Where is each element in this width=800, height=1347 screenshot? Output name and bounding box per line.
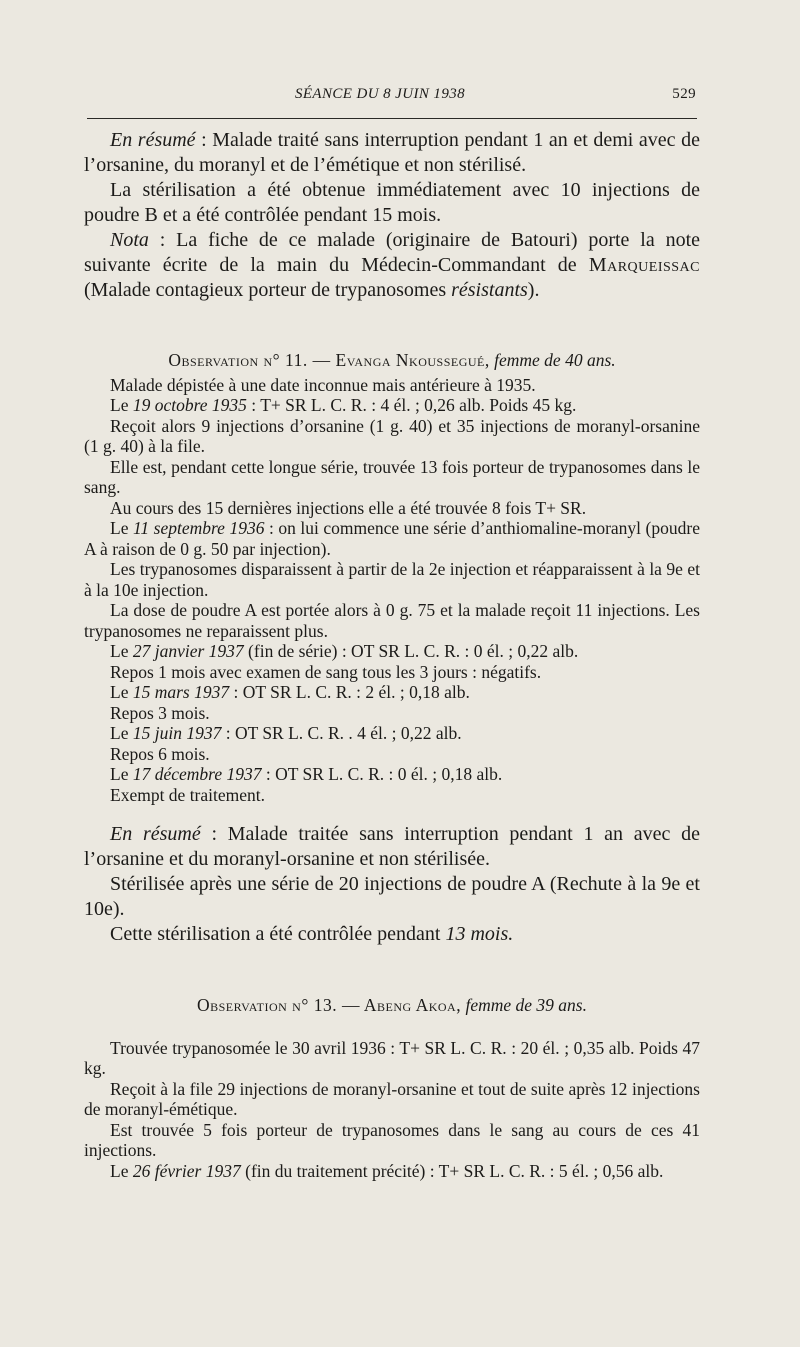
summary2-paragraph <box>84 822 700 872</box>
summary1-paragraph <box>84 128 700 178</box>
summary2-paragraph-2: Stérilisée après une série de 20 injections de poudre A (Rechute à la 9e et 10e). <box>84 873 700 920</box>
line-text-tail: (fin du traitement précité) : T+ SR L. C. R. : 5 él. ; 0,56 alb. <box>240 1160 664 1181</box>
text-line <box>84 682 700 703</box>
line-text-tail: : on lui commence une série d’anthiomaline-moranyl (poudre A à raison de 0 g. 50 par injection). <box>84 518 700 559</box>
text-line <box>84 518 700 559</box>
line-text: Le <box>110 395 133 415</box>
header-rule <box>87 118 697 119</box>
text-line <box>84 723 700 744</box>
summary1-lead: En résumé <box>110 129 196 151</box>
text-line <box>84 498 700 519</box>
text-line <box>84 1079 700 1120</box>
summary1-text: : Malade traité sans interruption pendant 1 an et demi avec de l’orsanine, du moranyl et de l’émétique et non stérilisé. <box>84 129 700 176</box>
nota-tail: (Malade contagieux porteur de trypanosomes <box>84 279 452 301</box>
observation-13-label: Observation n° 13. — <box>196 995 364 1015</box>
text-line <box>84 1120 700 1161</box>
text-line <box>84 703 700 724</box>
line-text: Les trypanosomes disparaissent à partir de la 2e injection et réapparaissent à la 9e et à la 10e injection. <box>84 559 700 600</box>
line-text: Le <box>110 1160 133 1181</box>
line-date: 15 juin 1937 <box>132 723 222 743</box>
observation-11-body <box>84 375 700 806</box>
line-text: La dose de poudre A est portée alors à 0 g. 75 et la malade reçoit 11 injections. Les trypanosomes ne reparaissent plus. <box>84 600 700 641</box>
observation-11-subject: femme de 40 ans. <box>489 350 616 370</box>
line-date: 27 janvier 1937 <box>132 641 244 661</box>
text-line <box>84 395 700 416</box>
line-text: Exempt de traitement. <box>110 784 266 805</box>
line-text: Le <box>110 682 133 702</box>
text-line <box>84 641 700 662</box>
line-text: Le <box>110 764 133 784</box>
line-text: Reçoit alors 9 injections d’orsanine (1 g. 40) et 35 injections de moranyl-orsanine (1 g. 40) à la file. <box>84 415 700 456</box>
line-text: Trouvée trypanosomée le 30 avril 1936 : T+ SR L. C. R. : 20 él. ; 0,35 alb. Poids 47 kg. <box>84 1037 700 1078</box>
line-text: Le <box>110 641 133 661</box>
line-text: Au cours des 15 dernières injections elle a été trouvée 8 fois T+ SR. <box>110 497 587 518</box>
text-line <box>84 1161 700 1182</box>
line-date: 17 décembre 1937 <box>132 764 262 784</box>
summary-observation-11 <box>84 822 700 947</box>
line-date: 11 septembre 1936 <box>132 518 265 538</box>
observation-11-name: Evanga Nkoussegué, <box>335 350 490 370</box>
line-text-tail: (fin de série) : OT SR L. C. R. : 0 él. ; 0,22 alb. <box>243 641 579 661</box>
line-text: Elle est, pendant cette longue série, trouvée 13 fois porteur de trypanosomes dans le sang. <box>84 456 700 497</box>
line-text-tail: : OT SR L. C. R. . 4 él. ; 0,22 alb. <box>221 723 462 743</box>
text-line <box>84 785 700 806</box>
line-text: Est trouvée 5 fois porteur de trypanosomes dans le sang au cours de ces 41 injections. <box>84 1119 700 1160</box>
line-text: Le <box>110 723 133 743</box>
observation-11-label: Observation n° 11. — <box>168 350 336 370</box>
summary2-text: : Malade traitée sans interruption pendant 1 an avec de l’orsanine et du moranyl-orsanine et non stérilisée. <box>84 823 700 870</box>
running-header <box>60 86 700 110</box>
line-text: Malade dépistée à une date inconnue mais antérieure à 1935. <box>110 374 536 395</box>
page-number: 529 <box>672 86 696 102</box>
line-text: Repos 3 mois. <box>110 702 210 723</box>
text-line <box>84 416 700 457</box>
text-line <box>84 457 700 498</box>
line-text: Le <box>110 518 133 538</box>
observation-13-name: Abeng Akoa, <box>363 995 462 1015</box>
nota-paragraph <box>84 228 700 303</box>
line-date: 19 octobre 1935 <box>132 395 247 415</box>
nota-italic: résistants <box>451 279 528 301</box>
summary2-lead: En résumé <box>110 823 201 845</box>
summary2-p3-text: Cette stérilisation a été contrôlée pendant <box>110 923 446 945</box>
nota-lead: Nota <box>110 229 149 251</box>
observation-13 <box>84 995 700 1181</box>
text-line <box>84 559 700 600</box>
line-text: Reçoit à la file 29 injections de moranyl-orsanine et tout de suite après 12 injections de moranyl-émétique. <box>84 1078 700 1119</box>
summary2-p3-italic: 13 mois. <box>445 923 514 945</box>
summary2-paragraph-3 <box>84 922 700 947</box>
line-text-tail: : OT SR L. C. R. : 0 él. ; 0,18 alb. <box>261 764 503 784</box>
summary1-paragraph-2: La stérilisation a été obtenue immédiatement avec 10 injections de poudre B et a été contrôlée pendant 15 mois. <box>84 179 700 226</box>
nota-name: Marqueissac <box>588 254 700 276</box>
nota-tail-end: ). <box>527 279 540 301</box>
text-line <box>84 600 700 641</box>
nota-text: : La fiche de ce malade (originaire de Batouri) porte la note suivante écrite de la main du Médecin-Commandant de <box>84 229 700 276</box>
text-line <box>84 1038 700 1079</box>
line-date: 15 mars 1937 <box>132 682 230 702</box>
observation-13-subject: femme de 39 ans. <box>461 995 587 1015</box>
header-title: SÉANCE DU 8 JUIN 1938 <box>294 86 466 102</box>
line-text-tail: : T+ SR L. C. R. : 4 él. ; 0,26 alb. Poids 45 kg. <box>246 395 577 415</box>
text-line <box>84 744 700 765</box>
observation-11-heading <box>84 350 700 371</box>
text-line <box>84 375 700 396</box>
line-text-tail: : OT SR L. C. R. : 2 él. ; 0,18 alb. <box>229 682 470 702</box>
line-text: Repos 1 mois avec examen de sang tous les 3 jours : négatifs. <box>110 661 542 682</box>
line-date: 26 février 1937 <box>132 1160 241 1181</box>
observation-13-heading <box>84 995 700 1016</box>
observation-13-body <box>84 1038 700 1182</box>
observation-11 <box>84 350 700 805</box>
text-line <box>84 662 700 683</box>
text-line <box>84 764 700 785</box>
line-text: Repos 6 mois. <box>110 743 210 764</box>
summary-previous <box>84 128 700 303</box>
